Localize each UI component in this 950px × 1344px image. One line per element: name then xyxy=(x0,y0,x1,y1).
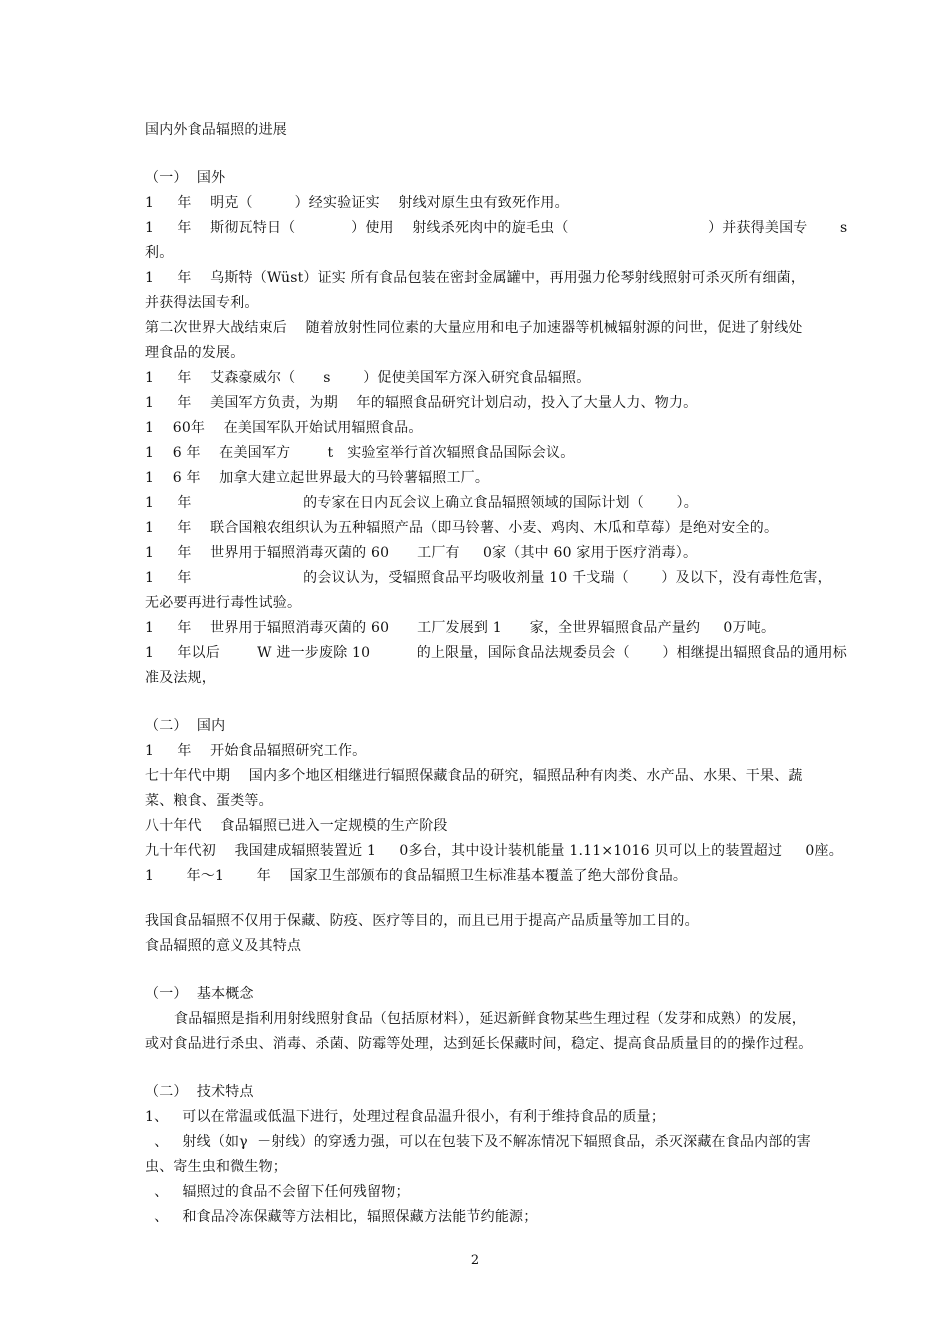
text-line: 虫、寄生虫和微生物； xyxy=(145,1159,287,1175)
list-item: 、 辐照过的食品不会留下任何残留物； xyxy=(145,1184,410,1200)
text-line: 1 年 乌斯特（Wüst）证实 所有食品包装在密封金属罐中，再用强力伦琴射线照射可杀灭所有细菌， xyxy=(145,270,806,286)
list-item: 、 射线（如γ －射线）的穿透力强，可以在包装下及不解冻情况下辐照食品，杀灭深藏在食品内部的害 xyxy=(145,1134,811,1150)
doc-title: 国内外食品辐照的进展 xyxy=(145,122,287,138)
section-title: 食品辐照的意义及其特点 xyxy=(145,938,302,954)
text-line: 1 年 的会议认为，受辐照食品平均吸收剂量 10 千戈瑞（ ）及以下，没有毒性危害， xyxy=(145,570,832,586)
text-line: 1 年以后 W 进一步废除 10 的上限量，国际食品法规委员会（ ）相继提出辐照食品的通用标 xyxy=(145,645,847,661)
text-line: 准及法规， xyxy=(145,670,216,686)
text-line: 九十年代初 我国建成辐照装置近 1 0多台，其中设计装机能量 1.11×1016 贝可以上的装置超过 0座。 xyxy=(145,843,843,859)
text-line: 1 年 世界用于辐照消毒灭菌的 60 工厂发展到 1 家，全世界辐照食品产量约 0万吨。 xyxy=(145,620,776,636)
list-item: 1、 可以在常温或低温下进行，处理过程食品温升很小，有利于维持食品的质量； xyxy=(145,1109,666,1125)
section-heading-domestic: （二） 国内 xyxy=(145,718,226,734)
text-line: 1 年 艾森豪威尔（ s ）促使美国军方深入研究食品辐照。 xyxy=(145,370,591,386)
text-line: 1 年 世界用于辐照消毒灭菌的 60 工厂有 0家（其中 60 家用于医疗消毒）。 xyxy=(145,545,698,561)
text-line: 1 6 年 加拿大建立起世界最大的马铃薯辐照工厂。 xyxy=(145,470,490,486)
list-item: 、 和食品冷冻保藏等方法相比，辐照保藏方法能节约能源； xyxy=(145,1209,538,1225)
text-line: 1 6 年 在美国军方 t 实验室举行首次辐照食品国际会议。 xyxy=(145,445,575,461)
section-heading-tech: （二） 技术特点 xyxy=(145,1084,254,1100)
text-line: 1 年～1 年 国家卫生部颁布的食品辐照卫生标准基本覆盖了绝大部份食品。 xyxy=(145,868,688,884)
text-line: 八十年代 食品辐照已进入一定规模的生产阶段 xyxy=(145,818,448,834)
text-line: 食品辐照是指利用射线照射食品（包括原材料），延迟新鲜食物某些生理过程（发芽和成熟）的发展， xyxy=(174,1011,806,1027)
text-line: 1 年 美国军方负责，为期 年的辐照食品研究计划启动，投入了大量人力、物力。 xyxy=(145,395,698,411)
text-line: 1 年 开始食品辐照研究工作。 xyxy=(145,743,367,759)
text-line: 1 60年 在美国军队开始试用辐照食品。 xyxy=(145,420,423,436)
text-line: 1 年 明克（ ）经实验证实 射线对原生虫有致死作用。 xyxy=(145,195,569,211)
text-line: 并获得法国专利。 xyxy=(145,295,259,311)
text-line: 无必要再进行毒性试验。 xyxy=(145,595,302,611)
text-line: 1 年 的专家在日内瓦会议上确立食品辐照领域的国际计划（ ）。 xyxy=(145,495,698,511)
text-line: 七十年代中期 国内多个地区相继进行辐照保藏食品的研究，辐照品种有肉类、水产品、水果、干果、蔬 xyxy=(145,768,803,784)
text-line: 理食品的发展。 xyxy=(145,345,245,361)
text-line: 利。 xyxy=(145,245,174,261)
text-line: 第二次世界大战结束后 随着放射性同位素的大量应用和电子加速器等机械辐射源的问世，促进了射线处 xyxy=(145,320,803,336)
page-number: 2 xyxy=(470,1253,480,1268)
section-heading-basic: （一） 基本概念 xyxy=(145,986,254,1002)
text-line: 1 年 联合国粮农组织认为五种辐照产品（即马铃薯、小麦、鸡肉、木瓜和草莓）是绝对安全的。 xyxy=(145,520,779,536)
text-line: 或对食品进行杀虫、消毒、杀菌、防霉等处理，达到延长保藏时间，稳定、提高食品质量目的的操作过程。 xyxy=(145,1036,813,1052)
section-heading-foreign: （一） 国外 xyxy=(145,170,226,186)
text-line: 1 年 斯彻瓦特日（ ）使用 射线杀死肉中的旋毛虫（ ）并获得美国专 s xyxy=(145,220,848,236)
text-line: 菜、粮食、蛋类等。 xyxy=(145,793,273,809)
summary-line: 我国食品辐照不仅用于保藏、防疫、医疗等目的，而且已用于提高产品质量等加工目的。 xyxy=(145,913,699,929)
